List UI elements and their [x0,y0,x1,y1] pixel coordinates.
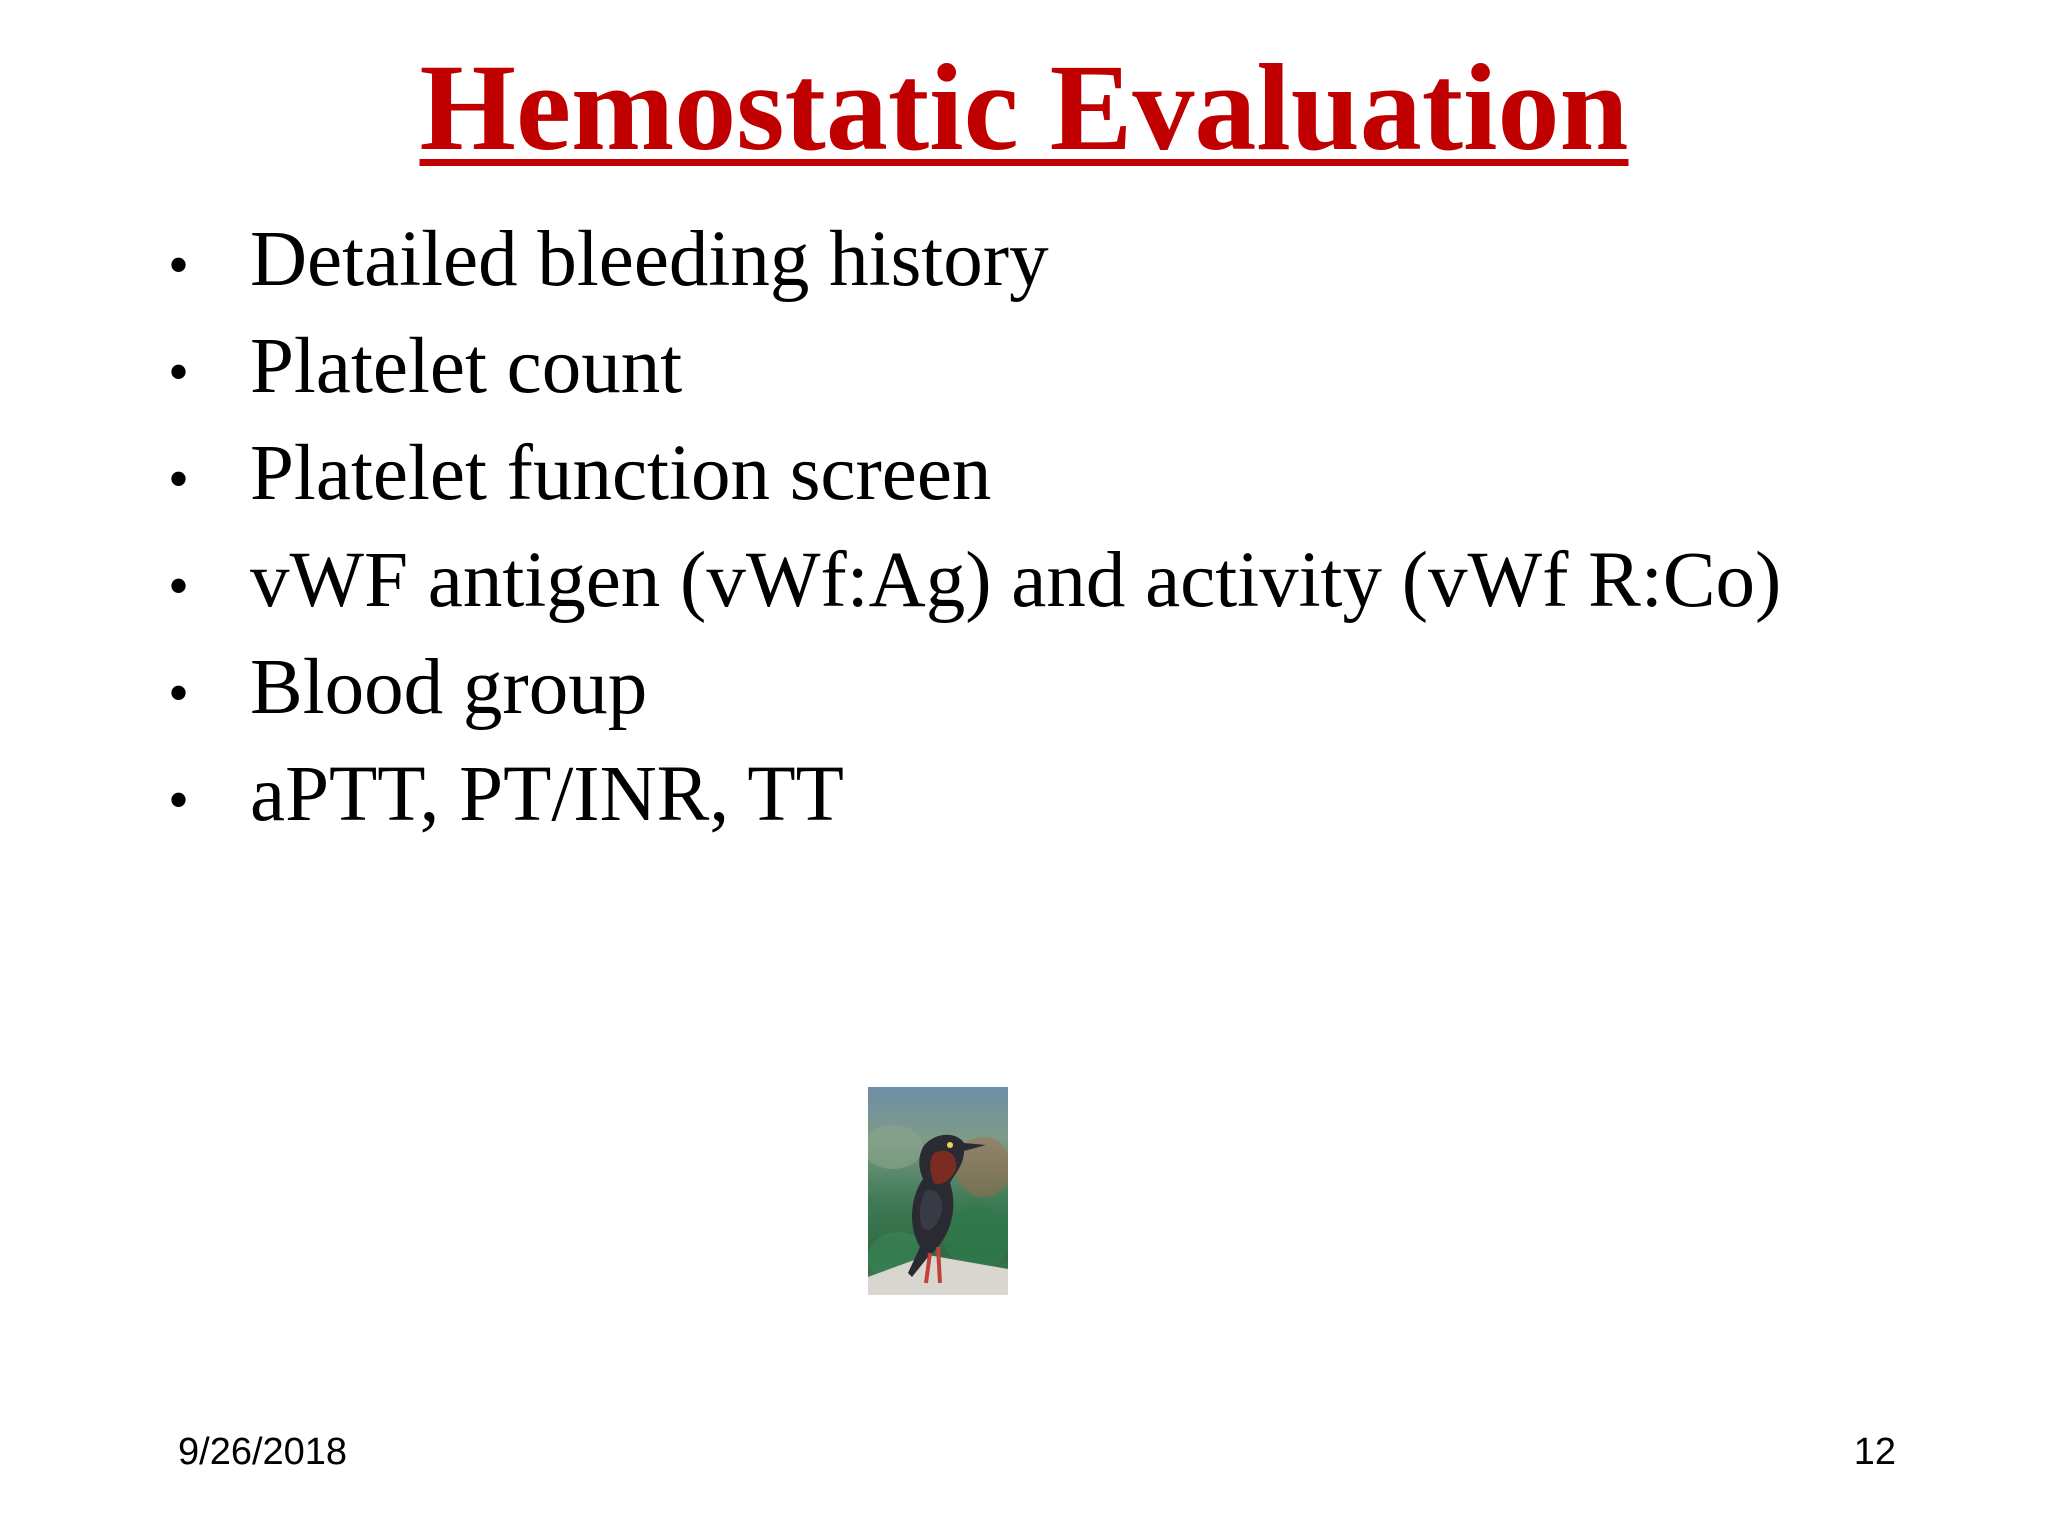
bullet-list [168,212,1781,854]
bullet-icon: • [168,446,190,512]
bullet-item [168,640,1781,747]
bullet-text: Platelet count [250,323,683,410]
bullet-item [168,426,1781,533]
bullet-item [168,533,1781,640]
bullet-text: aPTT, PT/INR, TT [250,751,844,838]
bullet-item [168,747,1781,854]
footer-page-number: 12 [1853,1431,1896,1473]
bullet-text: vWF antigen (vWf:Ag) and activity (vWf R:Co) [250,537,1782,624]
bullet-item [168,212,1781,319]
slide-title: Hemostatic Evaluation [419,39,1629,176]
bullet-text: Blood group [250,644,648,731]
bullet-icon: • [168,553,190,619]
bullet-item [168,319,1781,426]
bullet-icon: • [168,660,190,726]
bullet-text: Detailed bleeding history [250,216,1049,303]
bullet-icon: • [168,232,190,298]
bullet-icon: • [168,339,190,405]
bullet-text: Platelet function screen [250,430,992,517]
bullet-icon: • [168,767,190,833]
heron-bird-photo-icon [868,1087,1008,1295]
footer-date: 9/26/2018 [178,1431,348,1473]
